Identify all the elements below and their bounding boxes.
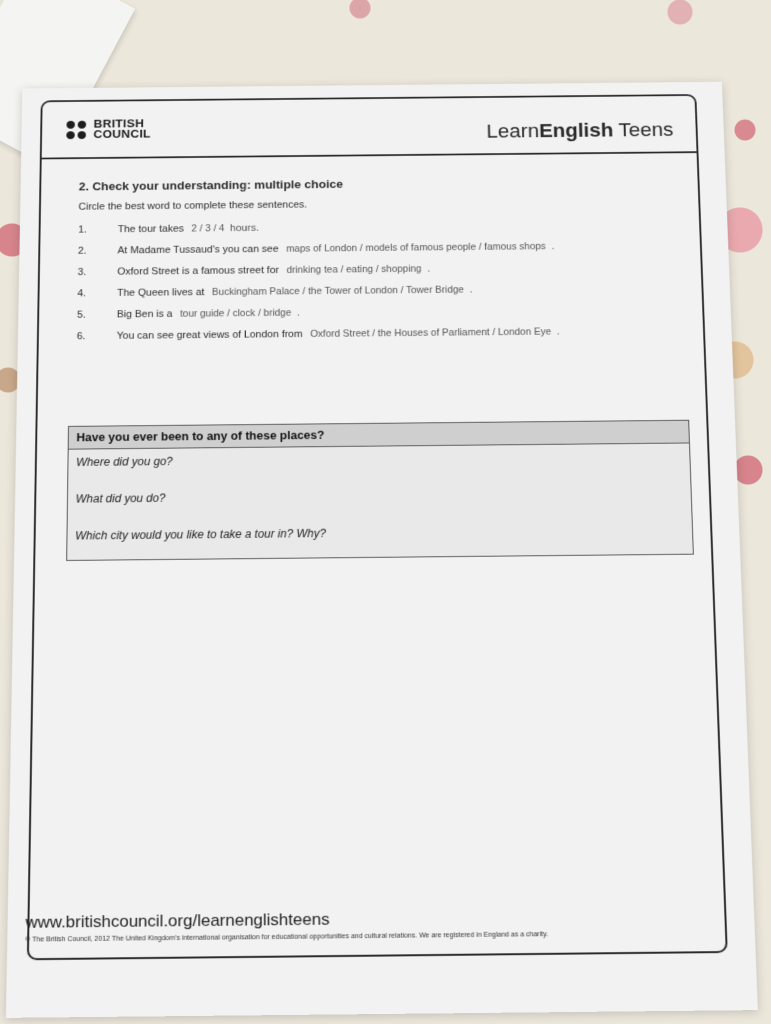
question-options[interactable]: tour guide / clock / bridge <box>180 307 292 320</box>
question-number: 2. <box>77 245 87 257</box>
logo-dots-icon <box>66 120 86 138</box>
discussion-table <box>66 420 694 561</box>
discussion-prompt[interactable]: What did you do? <box>75 491 166 506</box>
logo-text-line1: BRITISH <box>93 116 145 131</box>
brand-english: English <box>538 119 614 142</box>
question-options[interactable]: Buckingham Palace / the Tower of London / Tower Bridge <box>212 284 465 298</box>
question-row <box>77 320 675 347</box>
british-council-logo <box>66 118 151 140</box>
question-tail: . <box>296 307 300 319</box>
question-stem: Oxford Street is a famous street for <box>117 265 279 278</box>
question-tail: hours. <box>230 222 259 234</box>
question-number: 1. <box>78 224 87 236</box>
question-number: 4. <box>77 288 87 300</box>
discussion-heading: Have you ever been to any of these places? <box>69 421 689 450</box>
question-options[interactable]: drinking tea / eating / shopping <box>286 263 422 276</box>
section-title: 2. Check your understanding: multiple choice <box>78 177 344 194</box>
brand-teens: Teens <box>612 118 674 141</box>
page-header <box>42 96 697 160</box>
question-options[interactable]: Oxford Street / the Houses of Parliament / London Eye <box>310 326 552 340</box>
question-number: 6. <box>76 331 86 342</box>
question-stem: Big Ben is a <box>116 308 173 321</box>
question-tail: . <box>556 326 560 338</box>
question-options[interactable]: maps of London / models of famous people / famous shops <box>286 241 546 255</box>
question-stem: The tour takes <box>117 223 184 235</box>
question-options[interactable]: 2 / 3 / 4 <box>191 223 225 235</box>
worksheet-page <box>6 82 758 1018</box>
question-tail: . <box>469 284 473 296</box>
brand-learn: Learn <box>486 119 540 142</box>
question-stem: The Queen lives at <box>117 287 205 299</box>
question-number: 5. <box>77 309 86 321</box>
page-frame <box>27 94 728 960</box>
multiple-choice-section <box>77 174 675 347</box>
question-stem: You can see great views of London from <box>116 328 303 342</box>
question-tail: . <box>551 241 555 252</box>
section-instruction: Circle the best word to complete these sentences. <box>78 199 308 213</box>
question-tail: . <box>427 263 431 275</box>
footer-url[interactable]: www.britishcouncil.org/learnenglishteens <box>25 909 330 932</box>
learnenglish-teens-brand <box>486 119 673 143</box>
footer-copyright: © The British Council, 2012 The United Kingdom's international organisation for educational opportunities and cultural relations. We are registered in England as a charity. <box>25 931 549 944</box>
discussion-prompt[interactable]: Which city would you like to take a tour in? Why? <box>75 526 327 543</box>
discussion-prompt[interactable]: Where did you go? <box>76 454 173 469</box>
question-stem: At Madame Tussaud's you can see <box>117 243 279 257</box>
question-number: 3. <box>77 266 87 278</box>
logo-text-line2: COUNCIL <box>93 127 151 141</box>
